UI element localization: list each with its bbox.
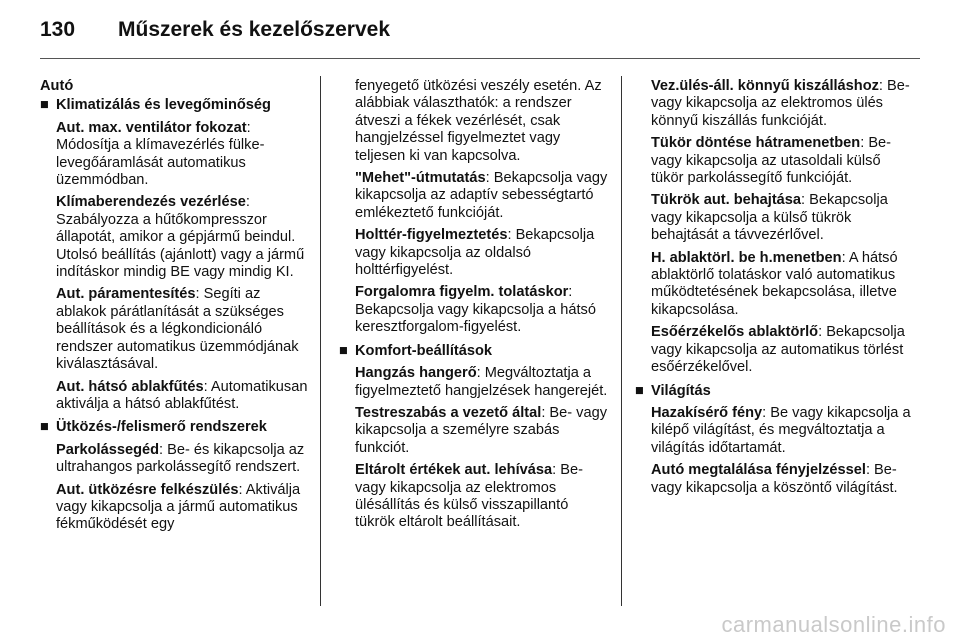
entry-text: : Automatikusan aktiválja a hátsó ablakfűtést. — [56, 378, 308, 412]
entry-term: Forgalomra figyelm. tolatáskor — [355, 284, 569, 301]
entry — [651, 78, 913, 130]
entry — [355, 284, 611, 336]
entry — [40, 194, 308, 281]
entry — [651, 324, 913, 376]
entry — [651, 135, 913, 187]
entry-text: : Be- vagy kikapcsolja az elektromos ülés könnyű kiszállás funkcióját. — [651, 78, 910, 129]
entry — [40, 482, 308, 534]
entry-text: : Aktiválja vagy kikapcsolja a jármű automatikus fékműködését egy — [56, 481, 301, 533]
entry-text: : Megváltoztatja a figyelmeztető hangjelzések hangerejét. — [355, 365, 608, 399]
column-divider-2 — [621, 76, 622, 606]
bullet-square-icon: ■ — [635, 382, 644, 399]
entry — [355, 227, 611, 279]
entry-text: : Be- vagy kikapcsolja a személyre szabás funkciót. — [355, 404, 608, 456]
entry-term: Aut. max. ventilátor fokozat — [56, 119, 247, 136]
bullet-square-icon: ■ — [40, 97, 49, 114]
entry-text: : Módosítja a klímavezérlés fülke-levegőáramlását automatikus üzemmódban. — [56, 119, 265, 189]
entry-text: : Be- vagy kikapcsolja a köszöntő világítást. — [651, 462, 898, 496]
column-divider-1 — [320, 76, 321, 606]
entry-term: Autó megtalálása fényjelzéssel — [651, 462, 866, 479]
bullet-collision — [40, 419, 308, 436]
bullet-comfort — [339, 343, 611, 360]
entry-term: Testreszabás a vezető által — [355, 404, 542, 421]
entry-term: H. ablaktörl. be h.menetben — [651, 249, 842, 266]
continuation-text: fenyegető ütközési veszély esetén. Az alábbiak választhatók: a rendszer átveszi a fékek vezérlését, csak hangjelzéssel figyelmeztet vagy teljesen ki van kapcsolva. — [355, 78, 602, 164]
entry-text: : Bekapcsolja vagy kikapcsolja a hátsó keresztforgalom-figyelést. — [355, 284, 596, 336]
entry-term: Klímaberendezés vezérlése — [56, 194, 246, 211]
entry-term: Hangzás hangerő — [355, 365, 477, 382]
entry — [355, 405, 611, 457]
bullet-climate — [40, 97, 308, 114]
page-number: 130 — [40, 18, 76, 41]
page-title: Műszerek és kezelőszervek — [118, 18, 391, 41]
section-heading-auto: Autó — [40, 78, 74, 94]
entry-term: "Mehet"-útmutatás — [355, 170, 486, 187]
entry — [651, 405, 913, 457]
entry-term: Aut. ütközésre felkészülés — [56, 481, 239, 498]
entry — [651, 250, 913, 320]
entry-text: : Be- vagy kikapcsolja az elektromos ülésállítás és külső visszapillantó tükrök eltárolt beállításait. — [355, 462, 583, 531]
entry-term: Vez.ülés-áll. könnyű kiszálláshoz — [651, 78, 879, 94]
entry-text: : Be- vagy kikapcsolja az utasoldali külső tükör parkolássegítő funkcióját. — [651, 135, 892, 187]
entry-term: Tükör döntése hátramenetben — [651, 135, 861, 152]
column-1 — [40, 78, 308, 534]
entry — [355, 365, 611, 400]
entry-text: : Be- és kikapcsolja az ultrahangos parkolássegítő rendszert. — [56, 441, 305, 476]
bullet-square-icon: ■ — [339, 342, 348, 359]
entry — [651, 192, 913, 244]
bullet-label: Komfort-beállítások — [355, 342, 493, 359]
watermark-text: carmanualsonline.info — [721, 612, 946, 637]
bullet-label: Világítás — [651, 382, 711, 399]
header-rule — [40, 58, 920, 59]
entry-term: Hazakísérő fény — [651, 404, 763, 421]
entry — [651, 462, 913, 497]
entry-text: : Bekapcsolja vagy kikapcsolja az adaptív sebességtartó emlékeztető funkcióját. — [355, 170, 608, 221]
entry-term: Tükrök aut. behajtása — [651, 192, 802, 209]
column-3 — [635, 78, 913, 497]
entry-text: : Bekapcsolja vagy kikapcsolja a külső tükrök behajtását a távvezérlővel. — [651, 192, 888, 244]
bullet-label: Klimatizálás és levegőminőség — [56, 97, 271, 114]
page-header — [40, 18, 390, 48]
entry-term: Aut. hátsó ablakfűtés — [56, 378, 204, 395]
entry — [355, 170, 611, 222]
entry-text: : A hátsó ablaktörlő tolatáskor való automatikus működtetésének bekapcsolása, illetve kikapcsolása. — [651, 249, 898, 318]
column-2 — [339, 78, 611, 532]
entry — [40, 120, 308, 190]
entry — [40, 442, 308, 477]
bullet-label: Ütközés-/felismerő rendszerek — [56, 419, 267, 436]
entry-text: : Bekapcsolja vagy kikapcsolja az oldalsó holttérfigyelést. — [355, 227, 595, 279]
entry — [40, 379, 308, 414]
entry-term: Eltárolt értékek aut. lehívása — [355, 462, 553, 479]
entry-text: : Bekapcsolja vagy kikapcsolja az automatikus törlést esőérzékelővel. — [651, 324, 905, 376]
entry-term: Holttér-figyelmeztetés — [355, 227, 508, 244]
entry-term: Esőérzékelős ablaktörlő — [651, 324, 819, 341]
entry — [355, 462, 611, 532]
entry-text: : Be vagy kikapcsolja a kilépő világítást, és megváltoztatja a világítás időtartamát. — [651, 404, 911, 456]
entry-text: : Segíti az ablakok párátlanítását a szükséges beállítások és a légkondicionáló rendszer automatikus üzemmódjának kiválasztásával. — [56, 286, 299, 373]
entry-term: Parkolássegéd — [56, 441, 160, 458]
entry-text: : Szabályozza a hűtőkompresszor állapotát, amikor a gépjármű beindul. Utolsó beállítás (ajánlott) vagy a jármű indításkor mindig BE vagy mindig KI. — [56, 194, 305, 281]
bullet-square-icon: ■ — [40, 419, 49, 436]
entry-term: Aut. páramentesítés — [56, 286, 196, 303]
entry — [40, 286, 308, 373]
bullet-lighting — [635, 383, 913, 400]
